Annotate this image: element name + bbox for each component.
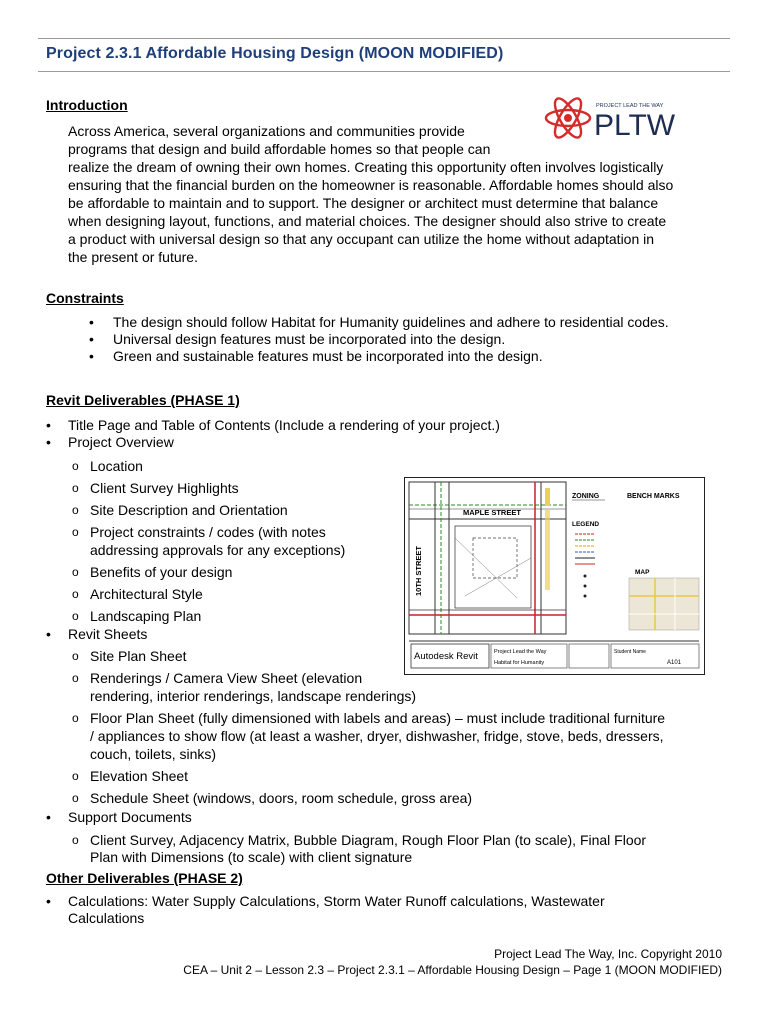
- overview-text: Architectural Style: [90, 586, 203, 602]
- intro-line: when designing layout, functions, and material choices. The designer should also strive to create: [68, 213, 667, 229]
- sheet-text: Floor Plan Sheet (fully dimensioned with labels and areas) – must include traditional furniture: [90, 710, 666, 726]
- sheet-number: A101: [667, 660, 682, 666]
- sublist-item: o Site Description and Orientation: [72, 502, 288, 518]
- title-block-text: Student Name: [614, 649, 646, 655]
- zoning-label: ZONING: [572, 493, 600, 500]
- introduction-heading: Introduction: [46, 97, 128, 113]
- intro-line: realize the dream of owning their own homes. Creating this opportunity often involves logistically: [68, 159, 664, 175]
- intro-line: Across America, several organizations and communities provide: [68, 123, 465, 139]
- deliverable-text: Support Documents: [68, 809, 192, 825]
- sheet-text: Renderings / Camera View Sheet (elevation: [90, 670, 363, 686]
- overview-text: Site Description and Orientation: [90, 502, 288, 518]
- map-label: MAP: [635, 569, 650, 576]
- introduction-paragraph: [68, 122, 728, 266]
- sheet-text: Schedule Sheet (windows, doors, room schedule, gross area): [90, 790, 473, 806]
- deliverable-text: Project Overview: [68, 434, 174, 450]
- revit-sheets-list: [46, 626, 147, 643]
- overview-text: Client Survey Highlights: [90, 480, 239, 496]
- list-item: • The design should follow Habitat for Humanity guidelines and adhere to residential codes.: [89, 314, 669, 330]
- sublist-item: o Landscaping Plan: [72, 608, 202, 624]
- intro-line: be affordable to maintain and to support. The designer or architect must determine that balance: [68, 195, 659, 211]
- logo-mark: PLTW: [594, 109, 676, 142]
- sheet-text: rendering, interior renderings, landscape renderings): [90, 688, 417, 704]
- sublist-item: o Client Survey, Adjacency Matrix, Bubble Diagram, Rough Floor Plan (to scale), Final Floor Plan with Dimensions (to scale) with client signature: [72, 832, 647, 865]
- overview-text: Benefits of your design: [90, 564, 233, 580]
- sheet-text: Site Plan Sheet: [90, 648, 187, 664]
- overview-sublist: [72, 455, 345, 627]
- sublist-item: o Client Survey Highlights: [72, 480, 239, 496]
- other-deliverables-heading: Other Deliverables (PHASE 2): [46, 870, 243, 886]
- other-list: [46, 893, 605, 927]
- title-block-text: Habitat for Humanity: [494, 660, 545, 666]
- list-item: • Calculations: Water Supply Calculations, Storm Water Runoff calculations, Wastewater Calculations: [46, 893, 605, 926]
- sublist-item: o Architectural Style: [72, 586, 203, 602]
- constraints-list: [90, 314, 669, 365]
- deliverable-text: Revit Sheets: [68, 626, 148, 642]
- sublist-item: o Elevation Sheet: [72, 768, 189, 784]
- constraint-text: Green and sustainable features must be incorporated into the design.: [113, 348, 543, 364]
- list-item: • Support Documents: [46, 809, 192, 825]
- other-text: Calculations: [68, 910, 145, 926]
- overview-text: Project constraints / codes (with notes: [90, 524, 326, 540]
- location-map: [629, 578, 699, 630]
- list-item: • Universal design features must be incorporated into the design.: [89, 331, 506, 347]
- sublist-item: o Renderings / Camera View Sheet (elevation rendering, interior renderings, landscape renderings): [72, 669, 665, 705]
- overview-text: addressing approvals for any exceptions): [90, 542, 346, 558]
- footer-copyright: Project Lead The Way, Inc. Copyright 2010: [494, 947, 722, 961]
- support-text: Plan with Dimensions (to scale) with client signature: [90, 849, 413, 865]
- list-item: • Project Overview: [46, 434, 174, 450]
- sheet-text: couch, toilets, sinks): [90, 746, 217, 762]
- footer-page-info: CEA – Unit 2 – Lesson 2.3 – Project 2.3.1 – Affordable Housing Design – Page 1 (MOON MODIFIED): [183, 963, 722, 977]
- revit-deliverables-heading: Revit Deliverables (PHASE 1): [46, 392, 240, 408]
- street-label: MAPLE STREET: [463, 508, 521, 517]
- intro-line: programs that design and build affordable homes so that people can: [68, 141, 491, 157]
- autodesk-revit-label: Autodesk Revit: [414, 651, 478, 662]
- sublist-item: o Location: [72, 458, 143, 474]
- sublist-item: o Schedule Sheet (windows, doors, room schedule, gross area): [72, 790, 473, 806]
- sublist-item: o Site Plan Sheet: [72, 648, 187, 664]
- street-label: 10TH STREET: [414, 545, 423, 596]
- support-list: [46, 809, 192, 826]
- top-divider: [38, 38, 730, 39]
- other-text: Calculations: Water Supply Calculations, Storm Water Runoff calculations, Wastewater: [68, 893, 605, 909]
- sublist-item: o Benefits of your design: [72, 564, 233, 580]
- sheet-text: / appliances to show flow (at least a washer, dryer, dishwasher, fridge, stove, beds, dressers,: [90, 728, 664, 744]
- list-item: • Title Page and Table of Contents (Include a rendering of your project.): [46, 417, 500, 433]
- constraint-text: The design should follow Habitat for Humanity guidelines and adhere to residential codes.: [113, 314, 669, 330]
- overview-text: Location: [90, 458, 143, 474]
- revit-list-top: [46, 417, 500, 451]
- title-block-text: Project Lead the Way: [494, 649, 547, 655]
- support-text: Client Survey, Adjacency Matrix, Bubble Diagram, Rough Floor Plan (to scale), Final Floor: [90, 832, 647, 848]
- sublist-item: o Project constraints / codes (with notes addressing approvals for any exceptions): [72, 524, 346, 558]
- overview-text: Landscaping Plan: [90, 608, 202, 624]
- logo-org: PROJECT LEAD THE WAY: [596, 103, 664, 109]
- intro-line: a product with universal design so that any occupant can utilize the home without adaptation in: [68, 231, 655, 247]
- sublist-item: o Floor Plan Sheet (fully dimensioned with labels and areas) – must include traditional furniture / appliances to show flow (at least a washer, dryer, dishwasher, fridge, stove, beds, dressers, couch, toilets, sinks): [72, 710, 666, 762]
- constraint-text: Universal design features must be incorporated into the design.: [113, 331, 506, 347]
- sheet-text: Elevation Sheet: [90, 768, 189, 784]
- deliverable-text: Title Page and Table of Contents (Include a rendering of your project.): [68, 417, 500, 433]
- intro-line: the present or future.: [68, 249, 198, 265]
- list-item: • Revit Sheets: [46, 626, 148, 642]
- list-item: • Green and sustainable features must be incorporated into the design.: [89, 348, 543, 364]
- legend-label: LEGEND: [572, 521, 600, 528]
- title-divider: [38, 71, 730, 72]
- site-plan-sheet-image: [404, 477, 705, 675]
- bench-marks-label: BENCH MARKS: [627, 493, 680, 500]
- constraints-heading: Constraints: [46, 290, 124, 306]
- page-title: Project 2.3.1 Affordable Housing Design (MOON MODIFIED): [46, 45, 504, 62]
- intro-line: ensuring that the financial burden on the homeowner is reasonable. Affordable homes should also: [68, 177, 674, 193]
- support-sublist: [72, 832, 646, 866]
